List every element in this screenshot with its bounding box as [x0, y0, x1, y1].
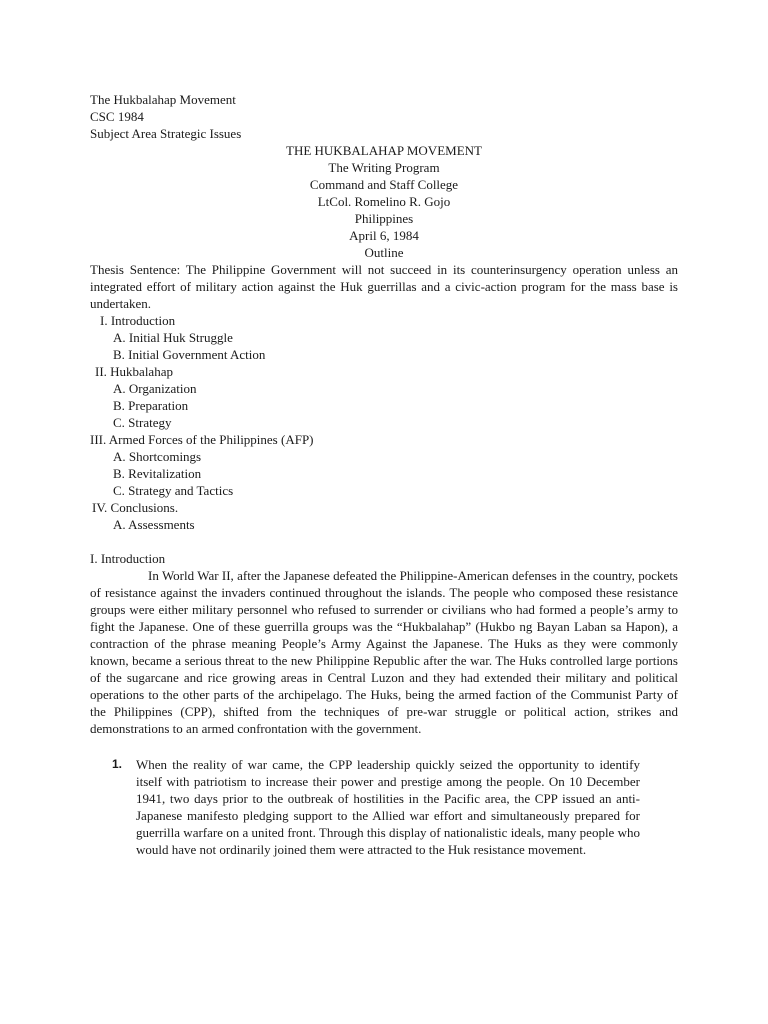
- document-date: April 6, 1984: [349, 228, 419, 243]
- spacer: [90, 533, 678, 550]
- outline-item-organization: A. Organization: [113, 381, 197, 396]
- outline-item-conclusions: IV. Conclusions.: [92, 500, 179, 515]
- header-title: The Hukbalahap Movement: [90, 92, 236, 107]
- document-page: [90, 91, 678, 858]
- author-name: LtCol. Romelino R. Gojo: [317, 194, 451, 209]
- numbered-paragraph-text: When the reality of war came, the CPP leadership quickly seized the opportunity to identify itself with patriotism to increase their power and prestige among the people. On 10 December 1941, two days prior to the outbreak of hostilities in the Pacific area, the CPP issued an anti-Japanese manifesto pledging support to the Allied war effort and simultaneously prepared for guerrilla warfare on a united front. Through this display of nationalistic ideals, many people who would have not ordinarily joined them were attracted to the Huk resistance movement.: [136, 757, 640, 857]
- outline-item-shortcomings: A. Shortcomings: [113, 449, 202, 464]
- outline-item-preparation: B. Preparation: [113, 398, 189, 413]
- document-title: THE HUKBALAHAP MOVEMENT: [286, 143, 482, 158]
- outline-item-strategy: C. Strategy: [113, 415, 172, 430]
- introduction-paragraph: In World War II, after the Japanese defeated the Philippine-American defenses in the country, pockets of resistance against the invaders continued throughout the islands. The people who composed these resistance groups were either military personnel who refused to surrender or civilians who had formed a people’s army to fight the Japanese. One of these guerrilla groups was the “Hukbalahap” (Hukbo ng Bayan Laban sa Hapon), a contraction of the phrase meaning People’s Army Against the Japanese. The Huks as they were commonly known, became a serious threat to the new Philippine Republic after the war. The Huks controlled large portions of the sugarcane and rice growing areas in Central Luzon and they had extended their military and political operations to the other parts of the archipelago. The Huks, being the armed faction of the Communist Party of the Philippines (CPP), shifted from the techniques of pre-war struggle or political action, strikes and demonstrations to an armed confrontation with the government.: [90, 568, 678, 736]
- header-subject: Subject Area Strategic Issues: [90, 126, 242, 141]
- outline-item-initial-government-action: B. Initial Government Action: [113, 347, 266, 362]
- college-name: Command and Staff College: [309, 177, 459, 192]
- outline-item-initial-huk-struggle: A. Initial Huk Struggle: [113, 330, 233, 345]
- outline-item-assessments: A. Assessments: [113, 517, 195, 532]
- outline-item-revitalization: B. Revitalization: [113, 466, 202, 481]
- outline-item-introduction: I. Introduction: [100, 313, 176, 328]
- outline-item-strategy-tactics: C. Strategy and Tactics: [113, 483, 234, 498]
- country: Philippines: [354, 211, 414, 226]
- numbered-paragraph: [90, 756, 678, 858]
- outline-heading: Outline: [364, 245, 404, 260]
- outline-item-hukbalahap: II. Hukbalahap: [95, 364, 173, 379]
- section-heading-introduction: I. Introduction: [90, 551, 166, 566]
- header-course: CSC 1984: [90, 109, 144, 124]
- writing-program: The Writing Program: [328, 160, 440, 175]
- outline-item-afp: III. Armed Forces of the Philippines (AFP): [90, 432, 314, 447]
- thesis-sentence: Thesis Sentence: The Philippine Government will not succeed in its counterinsurgency operation unless an integrated effort of military action against the Huk guerrillas and a civic-action program for the mass base is undertaken.: [90, 262, 678, 311]
- paragraph-number: 1.: [112, 757, 123, 771]
